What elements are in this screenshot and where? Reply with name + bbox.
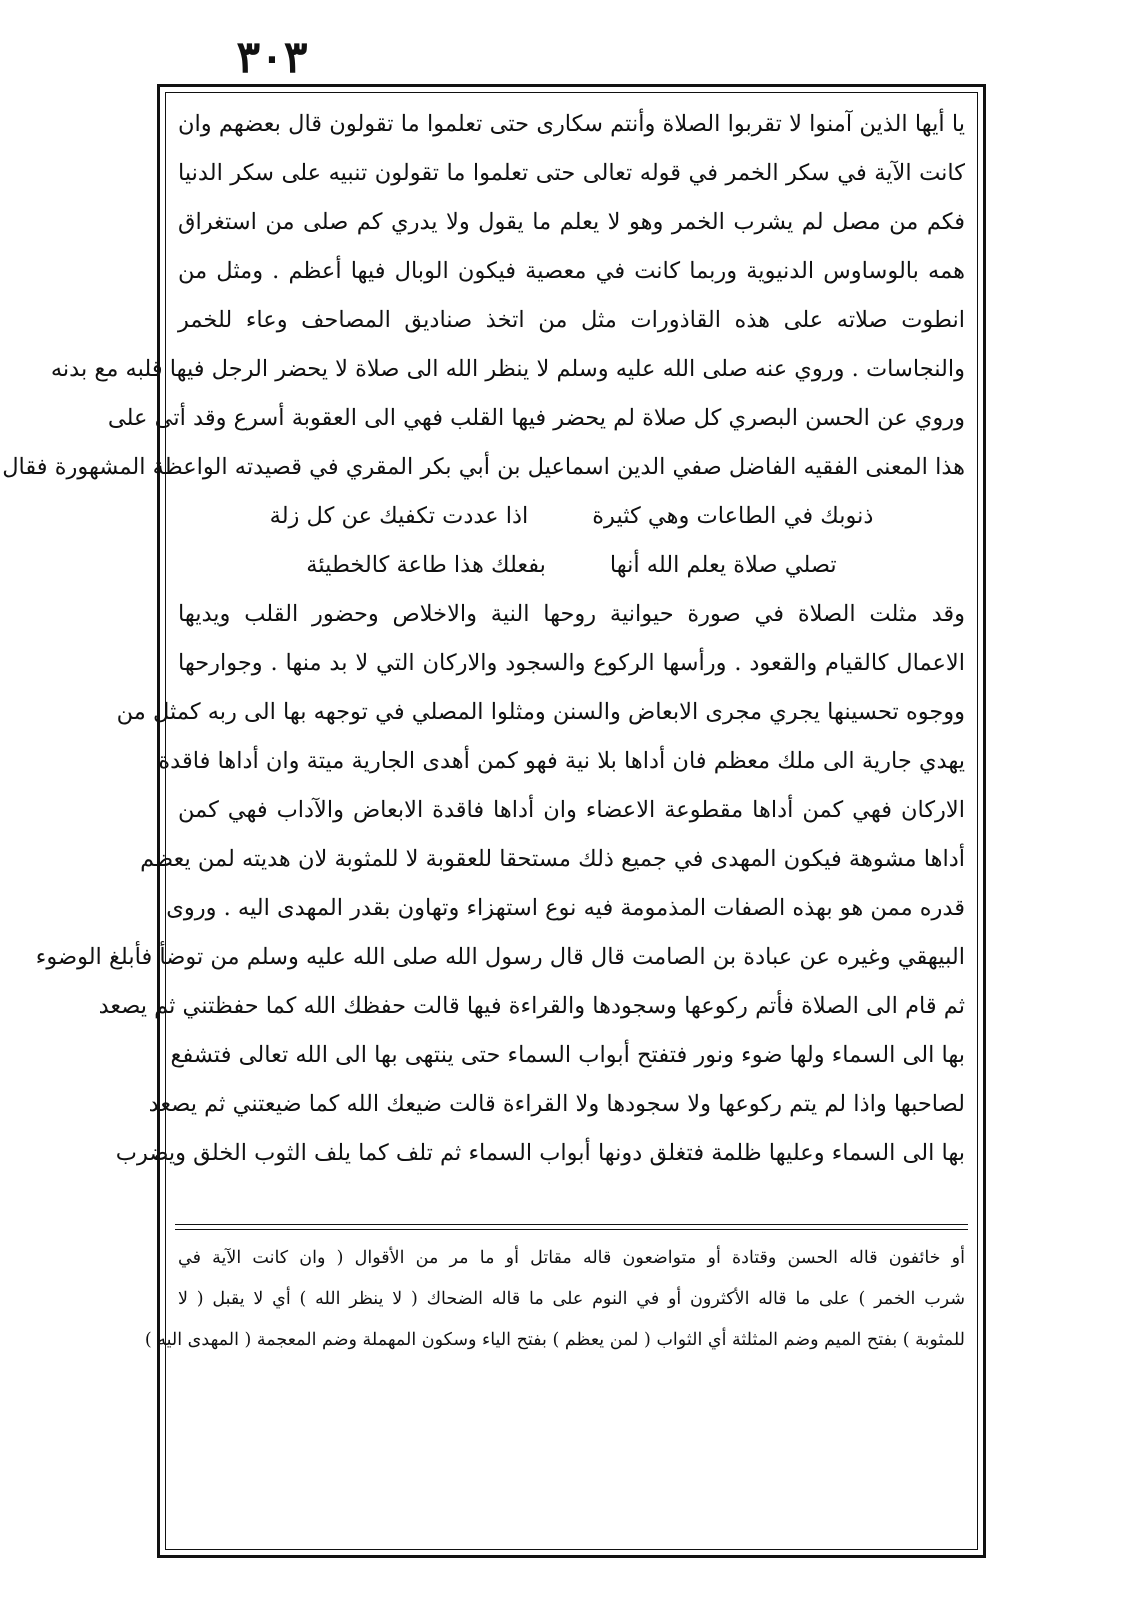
text-line: يا أيها الذين آمنوا لا تقربوا الصلاة وأنتم سكارى حتى تعلموا ما تقولون قال بعضهم وان xyxy=(178,111,965,137)
text-line: هذا المعنى الفقيه الفاضل صفي الدين اسماعيل بن أبي بكر المقري في قصيدته الواعظة المشهورة فقال xyxy=(2,454,965,480)
text-line: كانت الآية في سكر الخمر في قوله تعالى حتى تعلموا ما تقولون تنبيه على سكر الدنيا xyxy=(178,160,965,186)
verse-first-hemistich: ذنوبك في الطاعات وهي كثيرة xyxy=(592,503,874,529)
text-line: وقد مثلت الصلاة في صورة حيوانية روحها النية والاخلاص وحضور القلب ويديها xyxy=(178,601,965,627)
text-line: قدره ممن هو بهذه الصفات المذمومة فيه نوع استهزاء وتهاون بقدر المهدى اليه . وروى xyxy=(166,895,965,921)
text-line: ثم قام الى الصلاة فأتم ركوعها وسجودها والقراءة فيها قالت حفظك الله كما حفظتني ثم يصعد xyxy=(98,993,965,1019)
verse-first-hemistich: تصلي صلاة يعلم الله أنها xyxy=(609,552,837,578)
text-line: والنجاسات . وروي عنه صلى الله عليه وسلم لا ينظر الله الى صلاة لا يحضر الرجل فيها قلبه مع بدنه xyxy=(50,356,965,382)
text-line: الاعمال كالقيام والقعود . ورأسها الركوع والسجود والاركان التي لا بد منها . وجوارحها xyxy=(178,650,965,676)
footnote-divider xyxy=(175,1224,968,1225)
page-number: ٣٠٣ xyxy=(236,32,308,83)
text-line: انطوت صلاته على هذه القاذورات مثل من اتخذ صناديق المصاحف وعاء للخمر xyxy=(178,307,965,333)
text-line: يهدي جارية الى ملك معظم فان أداها بلا نية فهو كمن أهدى الجارية ميتة وان أداها فاقدة xyxy=(158,748,965,774)
text-line: فكم من مصل لم يشرب الخمر وهو لا يعلم ما يقول ولا يدري كم صلى من استغراق xyxy=(178,209,965,235)
text-line: لصاحبها واذا لم يتم ركوعها ولا سجودها ولا القراءة قالت ضيعك الله كما ضيعتني ثم يصعد xyxy=(148,1091,965,1117)
text-line: ووجوه تحسينها يجري مجرى الابعاض والسنن ومثلوا المصلي في توجهه بها الى ربه كمثل من xyxy=(116,699,965,725)
poem-verse xyxy=(178,541,965,590)
footnote-line: للمثوبة ) بفتح الميم وضم المثلثة أي الثواب ( لمن يعظم ) بفتح الياء وسكون المهملة وضم المعجمة ( المهدى اليه ) xyxy=(144,1330,965,1350)
text-line: وروي عن الحسن البصري كل صلاة لم يحضر فيها القلب فهي الى العقوبة أسرع وقد أتى على xyxy=(107,405,965,431)
main-text xyxy=(2,100,965,1178)
footnote-line: أو خائفون قاله الحسن وقتادة أو متواضعون قاله مقاتل أو ما مر من الأقوال ( وان كانت الآية في xyxy=(178,1248,965,1268)
text-line: أداها مشوهة فيكون المهدى في جميع ذلك مستحقا للعقوبة لا للمثوبة لان هديته لمن يعظم xyxy=(140,846,965,872)
verse-second-hemistich: بفعلك هذا طاعة كالخطيئة xyxy=(306,552,546,578)
text-line: همه بالوساوس الدنيوية وربما كانت في معصية فيكون الوبال فيها أعظم . ومثل من xyxy=(178,258,965,284)
verse-second-hemistich: اذا عددت تكفيك عن كل زلة xyxy=(269,503,529,529)
footnote-line: شرب الخمر ) على ما قاله الأكثرون أو في النوم على ما قاله الضحاك ( لا ينظر الله ) أي لا يقبل ( لا xyxy=(178,1289,965,1309)
text-line: الاركان فهي كمن أداها مقطوعة الاعضاء وان أداها فاقدة الابعاض والآداب فهي كمن xyxy=(178,797,965,823)
text-line: بها الى السماء ولها ضوء ونور فتفتح أبواب السماء حتى ينتهى بها الى الله تعالى فتشفع xyxy=(170,1042,965,1068)
footnote-divider xyxy=(175,1229,968,1230)
footnotes xyxy=(144,1238,965,1361)
text-line: البيهقي وغيره عن عبادة بن الصامت قال قال رسول الله صلى الله عليه وسلم من توضأ فأبلغ الوضوء xyxy=(35,944,965,970)
text-line: بها الى السماء وعليها ظلمة فتغلق دونها أبواب السماء ثم تلف كما يلف الثوب الخلق ويضرب xyxy=(115,1140,965,1166)
poem-verse xyxy=(178,492,965,541)
